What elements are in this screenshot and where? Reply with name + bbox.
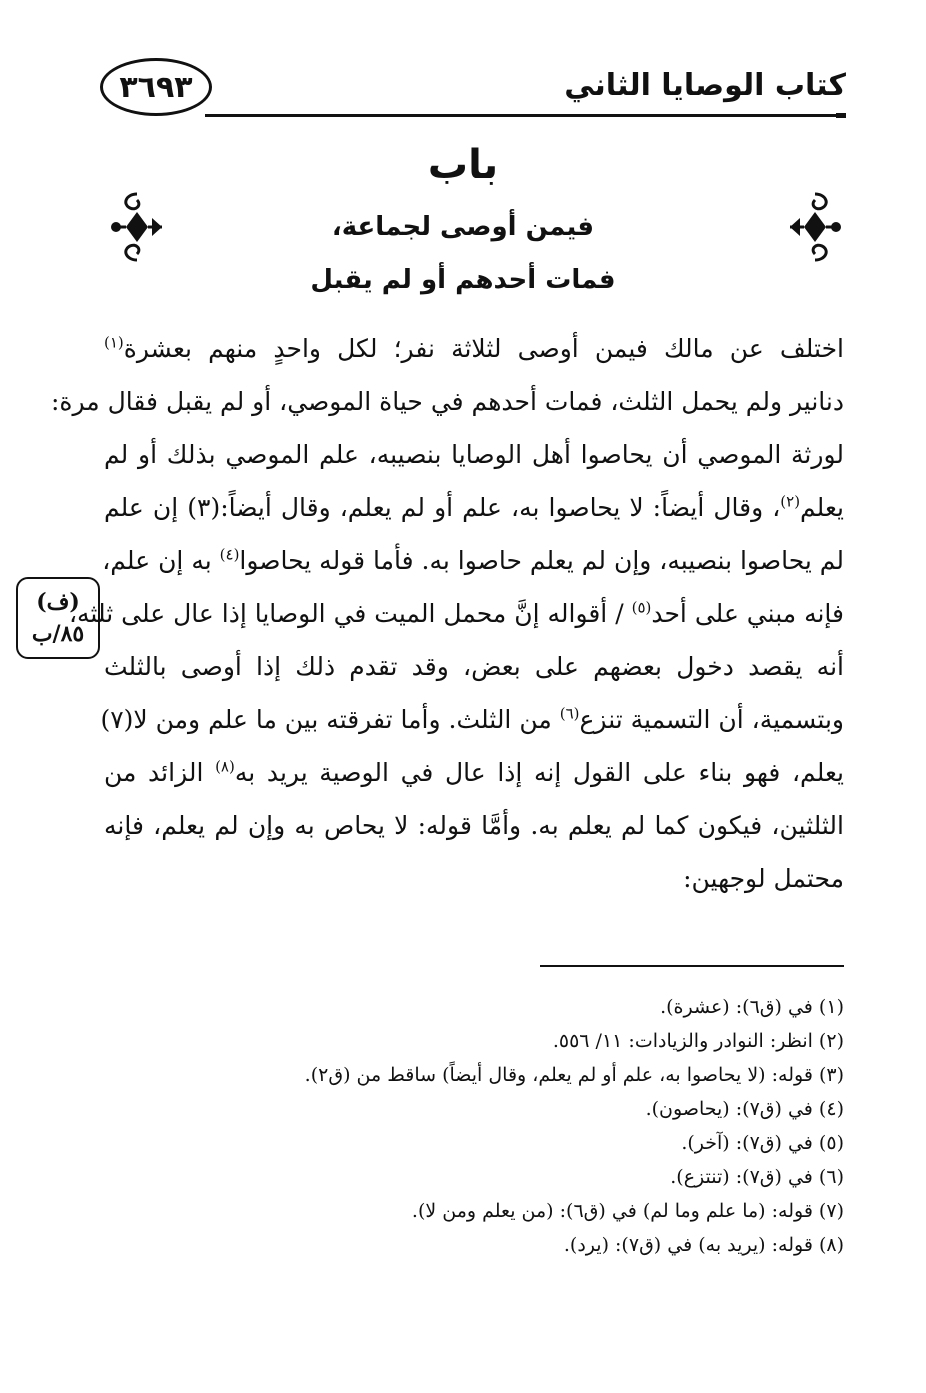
body-line: محتمل لوجهين:: [683, 864, 844, 893]
body-line: الثلثين، فيكون كما لم يعلم به. وأمَّا قوله: لا يحاص به وإن لم يعلم، فإنه: [104, 811, 844, 840]
header-rule: [205, 114, 846, 117]
body-line: وبتسمية، أن التسمية تنزع$^{(٦)}$ من الثلث. وأما تفرقته بين ما علم ومن لا(٧): [100, 704, 844, 734]
chapter-label: باب: [427, 142, 499, 188]
margin-note-line1: (ف): [36, 589, 80, 615]
page-number: [100, 58, 212, 116]
footnote: (٨) قوله: (يريد به) في (ق٧): (يرد).: [563, 1234, 844, 1256]
margin-note-line2: ٨٥/ب: [31, 621, 85, 647]
ornament-left-icon: [108, 188, 166, 266]
page-number-text: ٣٦٩٣: [119, 69, 193, 105]
footnote: (١) في (ق٦): (عشرة).: [660, 996, 844, 1018]
chapter-subtitle-line2: فمات أحدهم أو لم يقبل: [310, 265, 616, 295]
footnote: (٢) انظر: النوادر والزيادات: ١١/ ٥٥٦.: [552, 1030, 844, 1052]
book-title: كتاب الوصايا الثاني: [564, 68, 846, 103]
footnote: (٦) في (ق٧): (تنتزع).: [670, 1166, 844, 1188]
chapter-subtitle-line1: فيمن أوصى لجماعة،: [331, 212, 595, 242]
footnote: (٤) في (ق٧): (يحاصون).: [645, 1098, 844, 1120]
body-line: اختلف عن مالك فيمن أوصى لثلاثة نفر؛ لكل واحدٍ منهم بعشرة$^{(١)}$: [104, 333, 844, 363]
body-line: لم يحاصوا بنصيبه، وإن لم يعلم حاصوا به. فأما قوله يحاصوا$^{(٤)}$ به إن علم،: [102, 545, 844, 575]
footnote: (٧) قوله: (ما علم وما لم) في (ق٦): (من يعلم ومن لا).: [411, 1200, 844, 1222]
body-line: دنانير ولم يحمل الثلث، فمات أحدهم في حياة الموصي، أو لم يقبل فقال مرة:: [50, 387, 844, 416]
footnote: (٣) قوله: (لا يحاصوا به، علم أو لم يعلم، وقال أيضاً) ساقط من (ق٢).: [304, 1064, 844, 1086]
footnotes: [104, 990, 844, 1262]
ornament-right-icon: [786, 188, 844, 266]
body-line: يعلم، فهو بناء على القول إنه إذا عال في الوصية يريد به$^{(٨)}$ الزائد من: [104, 757, 844, 787]
body-line: لورثة الموصي أن يحاصوا أهل الوصايا بنصيبه، علم الموصي بذلك أو لم: [104, 440, 844, 469]
body-line: يعلم$^{(٢)}$، وقال أيضاً: لا يحاصوا به، علم أو لم يعلم، وقال أيضاً:(٣) إن علم: [104, 492, 844, 522]
header-rule-end: [836, 113, 846, 118]
footnote: (٥) في (ق٧): (آخر).: [681, 1132, 844, 1154]
margin-folio-note: [16, 577, 100, 659]
body-line: أنه يقصد دخول بعضهم على بعض، وقد تقدم ذلك إذا أوصى بالثلث: [104, 652, 844, 681]
body-line: فإنه مبني على أحد$^{(٥)}$ / أقواله إنَّ محمل الميت في الوصايا إذا عال على ثلثه،: [68, 598, 844, 628]
footnote-separator: [540, 965, 844, 967]
